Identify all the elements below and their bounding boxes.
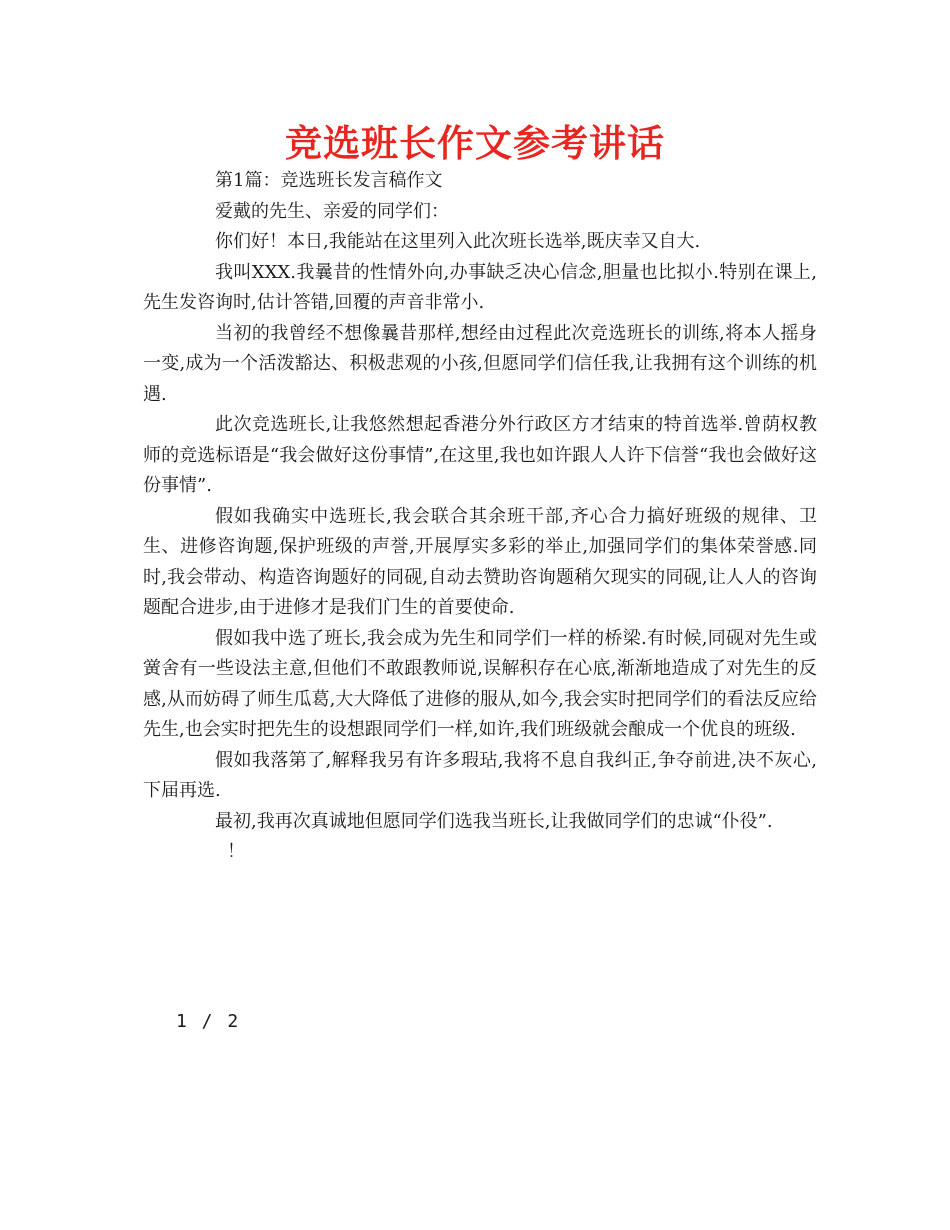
document-body: [143, 166, 817, 868]
paragraph: 假如我中选了班长,我会成为先生和同学们一样的桥梁.有时候,同砚对先生或黉舍有一些设法主意,但他们不敢跟教师说,误解积存在心底,渐渐地造成了对先生的反感,从而妨碍了师生瓜葛,大大降低了进修的服从,如今,我会实时把同学们的看法反应给先生,也会实时把先生的设想跟同学们一样,如许,我们班级就会酿成一个优良的班级.: [143, 627, 817, 740]
section-heading: 第1篇：竞选班长发言稿作文: [215, 170, 443, 191]
document-title: 竞选班长作文参考讲话: [285, 122, 665, 165]
paragraph: 当初的我曾经不想像曩昔那样,想经由过程此次竞选班长的训练,将本人摇身一变,成为一个活泼豁达、积极悲观的小孩,但愿同学们信任我,让我拥有这个训练的机遇.: [143, 322, 817, 405]
page-number: 1 / 2: [176, 1011, 241, 1032]
paragraph: 我叫XXX.我曩昔的性情外向,办事缺乏决心信念,胆量也比拟小.特别在课上,先生发咨询时,估计答错,回覆的声音非常小.: [143, 261, 817, 313]
paragraph: 假如我落第了,解释我另有许多瑕玷,我将不息自我纠正,争夺前进,决不灰心,下届再选.: [143, 749, 817, 801]
paragraph: 你们好！本日,我能站在这里列入此次班长选举,既庆幸又自大.: [215, 231, 701, 252]
salutation: 爱戴的先生、亲爱的同学们：: [215, 200, 449, 222]
paragraph: 最初,我再次真诚地但愿同学们选我当班长,让我做同学们的忠诚“仆役”.: [215, 810, 773, 832]
closing-mark: ！: [227, 841, 245, 862]
paragraph: 此次竞选班长,让我悠然想起香港分外行政区方才结束的特首选举.曾荫权教师的竞选标语是“我会做好这份事情”,在这里,我也如许跟人人许下信誉“我也会做好这份事情”.: [143, 414, 817, 496]
paragraph: 假如我确实中选班长,我会联合其余班干部,齐心合力搞好班级的规律、卫生、进修咨询题,保护班级的声誉,开展厚实多彩的举止,加强同学们的集体荣誉感.同时,我会带动、构造咨询题好的同砚,自动去赞助咨询题稍欠现实的同砚,让人人的咨询题配合进步,由于进修才是我们门生的首要使命.: [143, 505, 817, 618]
